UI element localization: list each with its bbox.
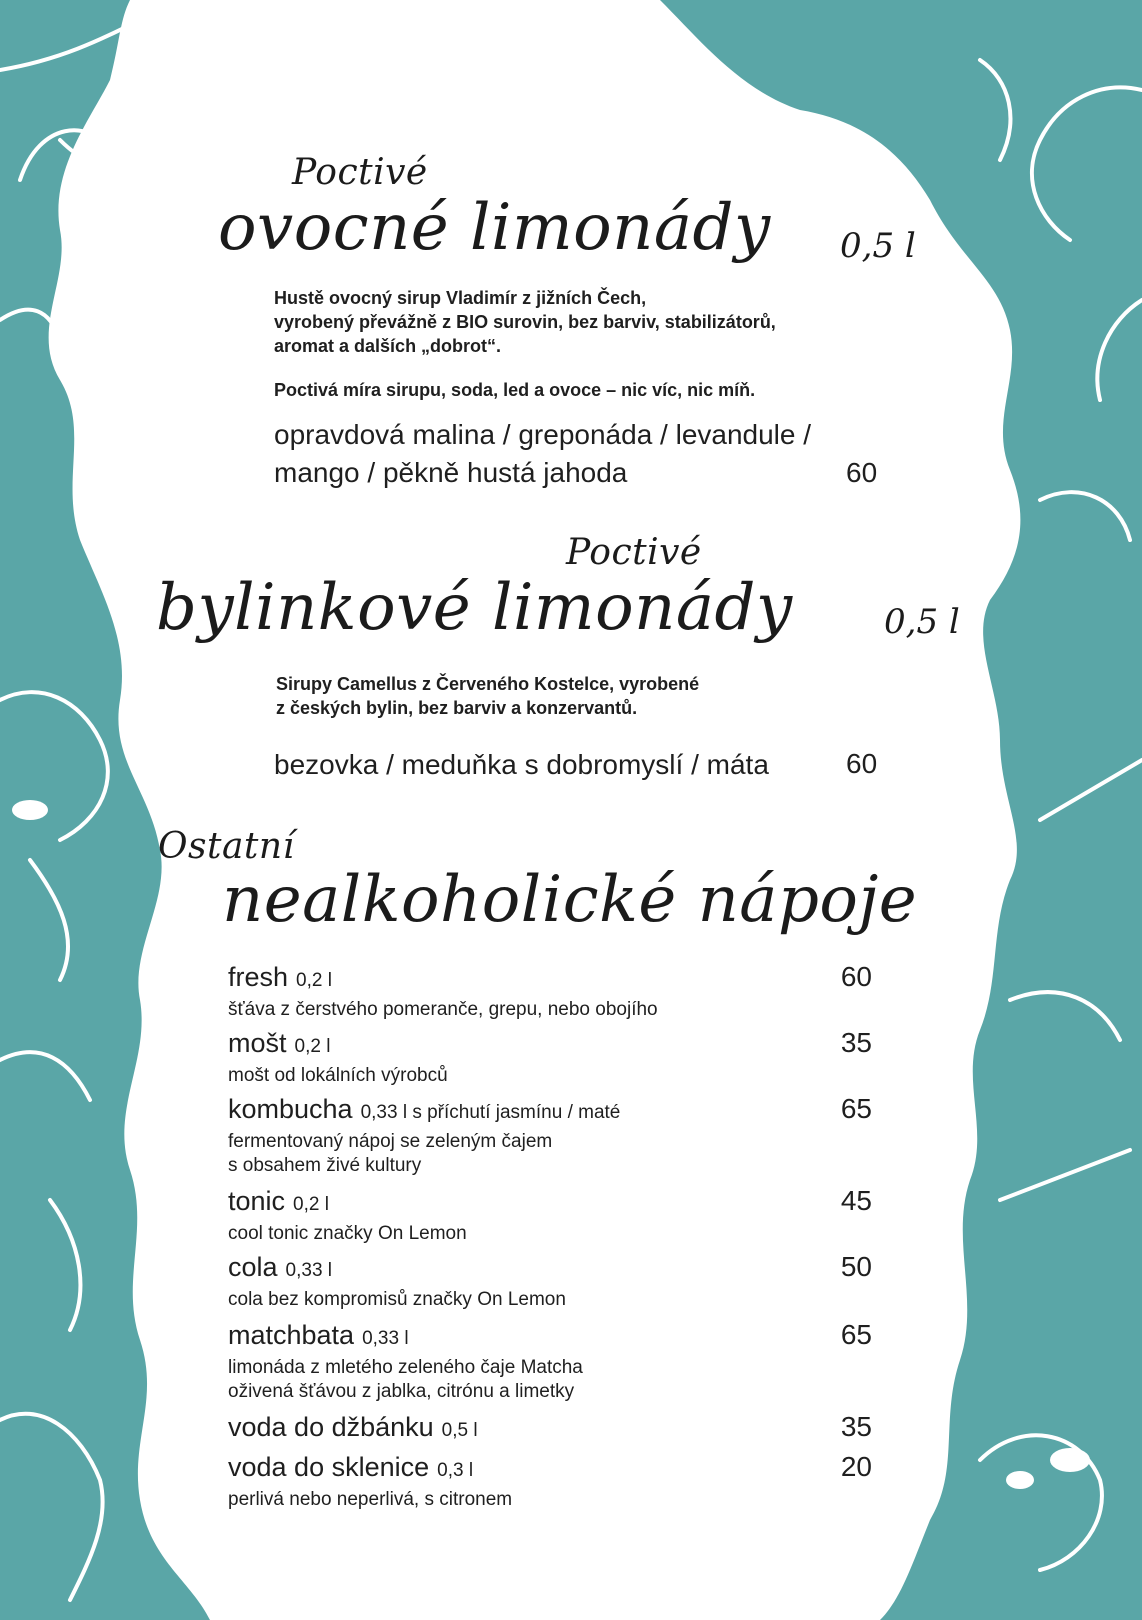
- item-price: 20: [840, 1451, 872, 1482]
- item-description: fermentovaný nápoj se zeleným čajem: [228, 1131, 553, 1152]
- other-title: nealkoholické nápoje: [222, 863, 918, 937]
- item-name: matchbata: [228, 1320, 355, 1350]
- fruit-flavours-line: opravdová malina / greponáda / levandule /: [274, 419, 812, 450]
- herbal-price: 60: [846, 748, 878, 779]
- list-item: [228, 1450, 872, 1516]
- item-description: oživená šťávou z jablka, citrónu a limetky: [228, 1381, 575, 1402]
- herbal-flavours: bezovka / meduňka s dobromyslí / máta: [274, 749, 769, 780]
- item-volume: 0,33 l: [362, 1328, 409, 1349]
- item-description: perlivá nebo neperlivá, s citronem: [228, 1489, 513, 1510]
- other-prefix: Ostatní: [158, 826, 295, 867]
- item-volume: 0,3 l: [437, 1460, 474, 1481]
- list-item: [228, 1026, 872, 1092]
- fruit-flavours: [274, 416, 894, 492]
- item-name: cola: [228, 1252, 278, 1282]
- item-description: mošt od lokálních výrobců: [228, 1065, 448, 1086]
- fruit-price: 60: [846, 457, 878, 488]
- item-price: 65: [840, 1319, 872, 1350]
- herbal-volume: 0,5 l: [884, 602, 960, 642]
- fruit-title: ovocné limonády: [218, 191, 771, 265]
- item-description: šťáva z čerstvého pomeranče, grepu, nebo obojího: [228, 999, 658, 1020]
- drinks-list: [228, 960, 872, 1516]
- herbal-title: bylinkové limonády: [156, 571, 793, 645]
- item-price: 35: [840, 1027, 872, 1058]
- item-volume: 0,33 l s příchutí jasmínu / maté: [360, 1102, 621, 1123]
- item-volume: 0,5 l: [441, 1420, 478, 1441]
- list-item: [228, 960, 872, 1026]
- fruit-volume: 0,5 l: [840, 226, 916, 266]
- item-name: mošt: [228, 1028, 287, 1058]
- item-name: tonic: [228, 1186, 286, 1216]
- item-description: limonáda z mletého zeleného čaje Matcha: [228, 1357, 583, 1378]
- herbal-description: [276, 672, 836, 720]
- item-description: s obsahem živé kultury: [228, 1155, 422, 1176]
- fruit-description-2: Poctivá míra sirupu, soda, led a ovoce – nic víc, nic míň.: [274, 380, 756, 400]
- item-name: kombucha: [228, 1094, 353, 1124]
- fruit-description: [274, 286, 874, 358]
- fruit-flavours-line: mango / pěkně hustá jahoda: [274, 457, 628, 488]
- item-volume: 0,33 l: [285, 1260, 333, 1281]
- fruit-description-line: Hustě ovocný sirup Vladimír z jižních Čech,: [274, 288, 647, 308]
- item-volume: 0,2 l: [293, 1194, 329, 1215]
- item-name: fresh: [228, 962, 289, 992]
- list-item: [228, 1092, 872, 1184]
- list-item: [228, 1184, 872, 1250]
- list-item: [228, 1410, 872, 1450]
- fruit-description-line: vyrobený převážně z BIO surovin, bez barviv, stabilizátorů,: [274, 312, 776, 332]
- item-price: 45: [840, 1185, 872, 1216]
- item-volume: 0,2 l: [294, 1036, 331, 1057]
- item-volume: 0,2 l: [296, 970, 332, 991]
- item-price: 35: [840, 1411, 872, 1442]
- fruit-description-line: aromat a dalších „dobrot“.: [274, 336, 502, 356]
- item-name: voda do džbánku: [228, 1412, 434, 1442]
- list-item: [228, 1318, 872, 1410]
- list-item: [228, 1250, 872, 1318]
- herbal-description-line: Sirupy Camellus z Červeného Kostelce, vyrobené: [276, 674, 700, 694]
- herbal-description-line: z českých bylin, bez barviv a konzervantů.: [276, 698, 638, 718]
- item-name: voda do sklenice: [228, 1452, 430, 1482]
- item-price: 65: [840, 1093, 872, 1124]
- item-description: cola bez kompromisů značky On Lemon: [228, 1289, 566, 1310]
- item-description: cool tonic značky On Lemon: [228, 1223, 467, 1244]
- item-price: 60: [840, 961, 872, 992]
- item-price: 50: [840, 1251, 872, 1282]
- herbal-prefix: Poctivé: [566, 532, 702, 573]
- fruit-prefix: Poctivé: [292, 152, 428, 193]
